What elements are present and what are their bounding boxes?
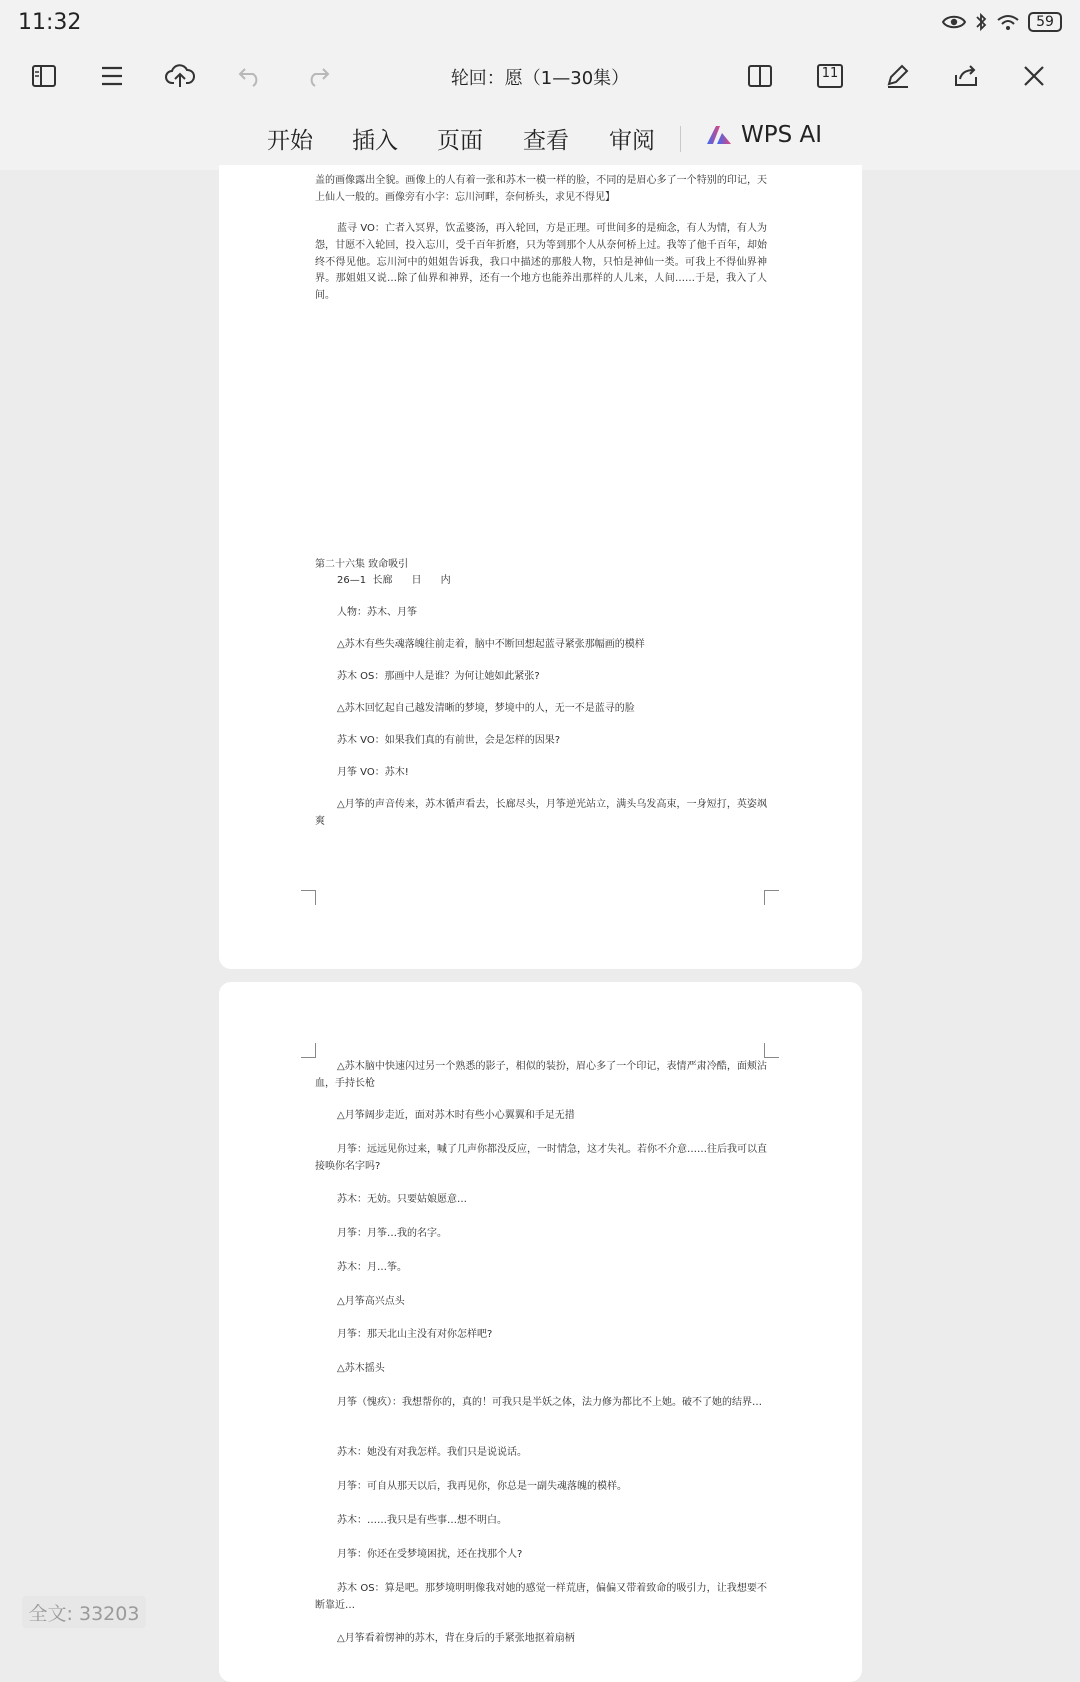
tab-insert[interactable]: 插入 [352,128,398,154]
tab-review[interactable]: 审阅 [609,128,655,154]
script-line: 苏木：无妨。只要姑娘愿意… [337,1194,467,1205]
paragraph: 盖的画像露出全貌。画像上的人有着一张和苏木一模一样的脸，不同的是眉心多了一个特别的印记，天上仙人一般的。画像旁有小字：忘川河畔，奈何桥头，求见不得见】 [315,175,767,203]
script-line: △苏木有些失魂落魄往前走着，脑中不断回想起蓝寻紧张那幅画的模样 [337,639,645,650]
edit-button[interactable] [876,54,920,98]
tab-page[interactable]: 页面 [437,128,483,154]
script-line: △月筝看着愣神的苏木，背在身后的手紧张地抠着扇柄 [337,1633,575,1644]
script-line: △苏木摇头 [337,1363,385,1374]
script-line: 苏木 VO：如果我们真的有前世，会是怎样的因果? [337,735,561,746]
script-line: 苏木：月…筝。 [337,1262,407,1273]
cloud-upload-icon [165,63,195,89]
eye-icon [942,14,966,30]
pen-icon [884,63,912,89]
episode-title: 第二十六集 致命吸引 [315,559,409,570]
script-line: 苏木：她没有对我怎样。我们只是说说话。 [337,1447,527,1458]
redo-icon [305,65,331,87]
page-count-button[interactable] [808,54,852,98]
ribbon-tabs [0,114,1080,162]
script-line: △月筝的声音传来，苏木循声看去，长廊尽头，月筝逆光站立，满头乌发高束，一身短打，英姿飒爽 [315,799,767,827]
menu-button[interactable] [90,54,134,98]
script-line: △苏木脑中快速闪过另一个熟悉的影子，相似的装扮，眉心多了一个印记，表情严肃冷酷，面颊沾血，手持长枪 [315,1061,767,1089]
script-line: △月筝高兴点头 [337,1296,405,1307]
script-line: 苏木 OS：那画中人是谁？为何让她如此紧张? [337,671,540,682]
script-line: 苏木 OS：算是吧。那梦境明明像我对她的感觉一样荒唐，偏偏又带着致命的吸引力，让我想要不断靠近… [315,1583,767,1611]
wps-ai-button[interactable] [705,122,822,148]
script-line: 月筝（愧疚）：我想帮你的，真的！可我只是半妖之体，法力修为都比不上她。破不了她的结界… [337,1397,762,1408]
wps-ai-label: WPS AI [741,122,823,148]
script-line: △月筝阔步走近，面对苏木时有些小心翼翼和手足无措 [337,1110,575,1121]
page-count-value: 11 [821,66,839,81]
wps-ai-logo-icon [705,124,733,146]
status-icons [942,12,1062,32]
margin-corner-mark [301,890,316,905]
sidebar-icon [31,64,57,88]
script-line: 月筝：那天北山主没有对你怎样吧? [337,1329,493,1340]
script-line: 月筝：远远见你过来，喊了几声你都没反应，一时情急，这才失礼。若你不介意……往后我可以直接唤你名字吗? [315,1144,767,1172]
margin-corner-mark [764,890,779,905]
script-line: 月筝：可自从那天以后，我再见你，你总是一副失魂落魄的模样。 [337,1481,627,1492]
word-count-badge[interactable]: 全文: 33203 [22,1596,146,1628]
margin-corner-mark [764,1043,779,1058]
script-line: 苏木：……我只是有些事…想不明白。 [337,1515,507,1526]
status-time: 11:32 [18,10,82,35]
script-line: 月筝 VO：苏木! [337,767,409,778]
wifi-icon [996,13,1020,31]
menu-icon [99,65,125,87]
tab-start[interactable]: 开始 [267,128,313,154]
close-button[interactable] [1012,54,1056,98]
margin-corner-mark [301,1043,316,1058]
battery-indicator: 59 [1028,12,1062,32]
close-icon [1022,64,1046,88]
tab-divider [680,126,681,152]
script-line: 月筝：你还在受梦境困扰，还在找那个人? [337,1549,523,1560]
bluetooth-icon [974,12,988,32]
top-chrome [0,0,1080,170]
script-line: 月筝：月筝…我的名字。 [337,1228,447,1239]
script-line: △苏木回忆起自己越发清晰的梦境，梦境中的人，无一不是蓝寻的脸 [337,703,635,714]
share-button[interactable] [944,54,988,98]
sidebar-toggle-button[interactable] [22,54,66,98]
tab-view[interactable]: 查看 [523,128,569,154]
cloud-upload-button[interactable] [158,54,202,98]
scene-heading: 26—1 长廊 日 内 [337,575,451,586]
paragraph: 蓝寻 VO：亡者入冥界，饮孟婆汤，再入轮回，方是正理。可世间多的是痴念，有人为情，有人为怨，甘愿不入轮回，投入忘川，受千百年折磨，只为等到那个人从奈何桥上过。我等了他千百年，却始终不得见他。忘川河中的姐姐告诉我，我口中描述的那般人物，只怕是神仙一类。可我上不得仙界神界。那姐姐又说…除了仙界和神界，还有一个地方也能养出那样的人儿来，人间……于是，我入了人间。 [315,223,767,302]
share-icon [952,63,980,89]
split-view-button[interactable] [738,54,782,98]
split-view-icon [747,64,773,88]
script-line: 人物：苏木、月筝 [337,607,417,618]
status-bar [0,0,1080,46]
document-page-2 [219,982,862,1682]
undo-icon [237,65,263,87]
redo-button[interactable] [296,54,340,98]
document-title[interactable]: 轮回：愿（1—30集） [450,68,630,89]
undo-button[interactable] [228,54,272,98]
document-page-1 [219,165,862,969]
toolbar [0,50,1080,104]
